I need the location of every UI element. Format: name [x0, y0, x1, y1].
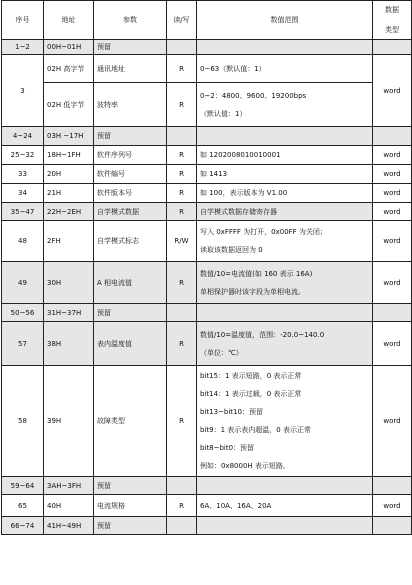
table-row [2, 477, 412, 495]
cell-value-range [197, 495, 373, 517]
cell-address: 31H~37H [44, 304, 94, 322]
cell-address: 02H 低字节 [44, 83, 94, 127]
cell-address: 18H~1FH [44, 146, 94, 165]
cell-read-write [167, 40, 197, 55]
range-line: （默认值：1） [200, 109, 247, 118]
cell-parameter: 预留 [94, 517, 167, 535]
table-row [2, 127, 412, 146]
cell-address: 20H [44, 165, 94, 184]
cell-read-write: R [167, 322, 197, 366]
range-line: 单相保护器时该字段为单相电流。 [200, 287, 305, 296]
cell-value-range [197, 83, 373, 127]
cell-parameter: 预留 [94, 304, 167, 322]
cell-data-type [373, 127, 412, 146]
cell-parameter: 预留 [94, 477, 167, 495]
cell-address: 2FH [44, 221, 94, 262]
cell-data-type: word [373, 366, 412, 477]
cell-read-write: R [167, 55, 197, 83]
cell-data-type: word [373, 221, 412, 262]
cell-parameter: A 相电流值 [94, 262, 167, 304]
table-row [2, 40, 412, 55]
cell-value-range [197, 146, 373, 165]
cell-seq: 3 [2, 55, 44, 127]
range-line: bit14：1 表示过载，0 表示正常 [200, 390, 302, 398]
cell-data-type: word [373, 322, 412, 366]
cell-parameter: 自学模式标志 [94, 221, 167, 262]
header-read-write: 读/写 [167, 1, 197, 40]
cell-seq: 66~74 [2, 517, 44, 535]
cell-read-write: R [167, 203, 197, 221]
header-parameter: 参数 [94, 1, 167, 40]
cell-seq: 4~24 [2, 127, 44, 146]
cell-address: 3AH~3FH [44, 477, 94, 495]
cell-address: 38H [44, 322, 94, 366]
cell-parameter: 自学模式数据 [94, 203, 167, 221]
cell-seq: 59~64 [2, 477, 44, 495]
cell-data-type: word [373, 165, 412, 184]
header-value-range: 数值范围 [197, 1, 373, 40]
cell-value-range [197, 366, 373, 477]
cell-value-range [197, 165, 373, 184]
range-line: 数值/10=温度值，范围：-20.0~140.0 [200, 330, 325, 339]
cell-read-write: R [167, 83, 197, 127]
range-line: 例如：0x8000H 表示短路。 [200, 462, 290, 470]
cell-parameter: 软件编号 [94, 165, 167, 184]
cell-data-type: word [373, 146, 412, 165]
cell-address: 00H~01H [44, 40, 94, 55]
cell-value-range [197, 477, 373, 495]
cell-read-write: R [167, 495, 197, 517]
cell-data-type [373, 477, 412, 495]
range-line: bit13~bit10：预留 [200, 408, 263, 416]
cell-parameter: 预留 [94, 40, 167, 55]
table-row [2, 203, 412, 221]
cell-seq: 34 [2, 184, 44, 203]
cell-data-type [373, 304, 412, 322]
cell-address: 40H [44, 495, 94, 517]
cell-data-type: word [373, 55, 412, 127]
cell-read-write: R [167, 146, 197, 165]
cell-parameter: 通讯地址 [94, 55, 167, 83]
cell-seq: 25~32 [2, 146, 44, 165]
cell-data-type: word [373, 203, 412, 221]
range-line: bit9：1 表示表内超温，0 表示正常 [200, 426, 311, 434]
cell-value-range [197, 262, 373, 304]
table-row [2, 304, 412, 322]
range-line: bit15：1 表示短路，0 表示正常 [200, 372, 302, 380]
cell-value-range [197, 221, 373, 262]
cell-data-type [373, 517, 412, 535]
header-data-type [373, 1, 412, 40]
cell-parameter: 表内温度值 [94, 322, 167, 366]
range-line: （单位：℃） [200, 348, 243, 357]
cell-read-write: R [167, 165, 197, 184]
cell-seq: 1~2 [2, 40, 44, 55]
range-line: 自学模式数据存储寄存器 [200, 207, 277, 216]
cell-parameter: 软件版本号 [94, 184, 167, 203]
range-line: 写入 0xFFFF 为打开，0x00FF 为关闭； [200, 228, 327, 236]
table-row [2, 221, 412, 262]
range-line: 读取该数据返回为 0 [200, 246, 263, 254]
cell-address: 21H [44, 184, 94, 203]
cell-data-type: word [373, 184, 412, 203]
cell-read-write: R [167, 262, 197, 304]
cell-read-write: R/W [167, 221, 197, 262]
table-row [2, 165, 412, 184]
cell-address: 41H~49H [44, 517, 94, 535]
cell-parameter: 电流规格 [94, 495, 167, 517]
cell-address: 22H~2EH [44, 203, 94, 221]
table-row [2, 55, 412, 83]
range-line: 如 1202008010010001 [200, 151, 281, 159]
table-row [2, 322, 412, 366]
register-table [1, 0, 412, 535]
table-row [2, 184, 412, 203]
cell-read-write [167, 127, 197, 146]
cell-value-range [197, 40, 373, 55]
cell-value-range [197, 55, 373, 83]
cell-seq: 65 [2, 495, 44, 517]
range-line: 0~63（默认值：1） [200, 64, 266, 73]
range-line: 6A、10A、16A、20A [200, 501, 272, 510]
cell-address: 39H [44, 366, 94, 477]
cell-read-write [167, 517, 197, 535]
cell-address: 02H 高字节 [44, 55, 94, 83]
cell-seq: 48 [2, 221, 44, 262]
cell-seq: 58 [2, 366, 44, 477]
cell-seq: 49 [2, 262, 44, 304]
cell-data-type: word [373, 262, 412, 304]
range-line: 数值/10=电流值(如 160 表示 16A) [200, 269, 313, 278]
cell-address: 03H ~17H [44, 127, 94, 146]
cell-value-range [197, 322, 373, 366]
header-seq: 序号 [2, 1, 44, 40]
header-data-type-line2: 类型 [385, 26, 399, 34]
cell-parameter: 预留 [94, 127, 167, 146]
range-line: 0~2：4800、9600、19200bps [200, 91, 307, 100]
table-row [2, 83, 412, 127]
cell-value-range [197, 127, 373, 146]
cell-data-type [373, 40, 412, 55]
cell-value-range [197, 184, 373, 203]
cell-read-write [167, 304, 197, 322]
cell-seq: 57 [2, 322, 44, 366]
table-row [2, 495, 412, 517]
range-line: bit8~bit0：预留 [200, 444, 255, 452]
range-line: 如 100，表示版本为 V1.00 [200, 189, 288, 197]
cell-seq: 35~47 [2, 203, 44, 221]
cell-parameter: 故障类型 [94, 366, 167, 477]
table-row [2, 262, 412, 304]
cell-value-range [197, 203, 373, 221]
header-address: 地址 [44, 1, 94, 40]
table-row [2, 366, 412, 477]
cell-parameter: 波特率 [94, 83, 167, 127]
cell-value-range [197, 304, 373, 322]
cell-parameter: 软件序列号 [94, 146, 167, 165]
cell-read-write: R [167, 184, 197, 203]
cell-seq: 50~56 [2, 304, 44, 322]
table-row [2, 146, 412, 165]
cell-seq: 33 [2, 165, 44, 184]
header-row [2, 1, 412, 40]
cell-value-range [197, 517, 373, 535]
range-line: 如 1413 [200, 170, 228, 178]
table-row [2, 517, 412, 535]
cell-data-type: word [373, 495, 412, 517]
cell-address: 30H [44, 262, 94, 304]
cell-read-write [167, 477, 197, 495]
header-data-type-line1: 数据 [385, 6, 399, 14]
cell-read-write: R [167, 366, 197, 477]
